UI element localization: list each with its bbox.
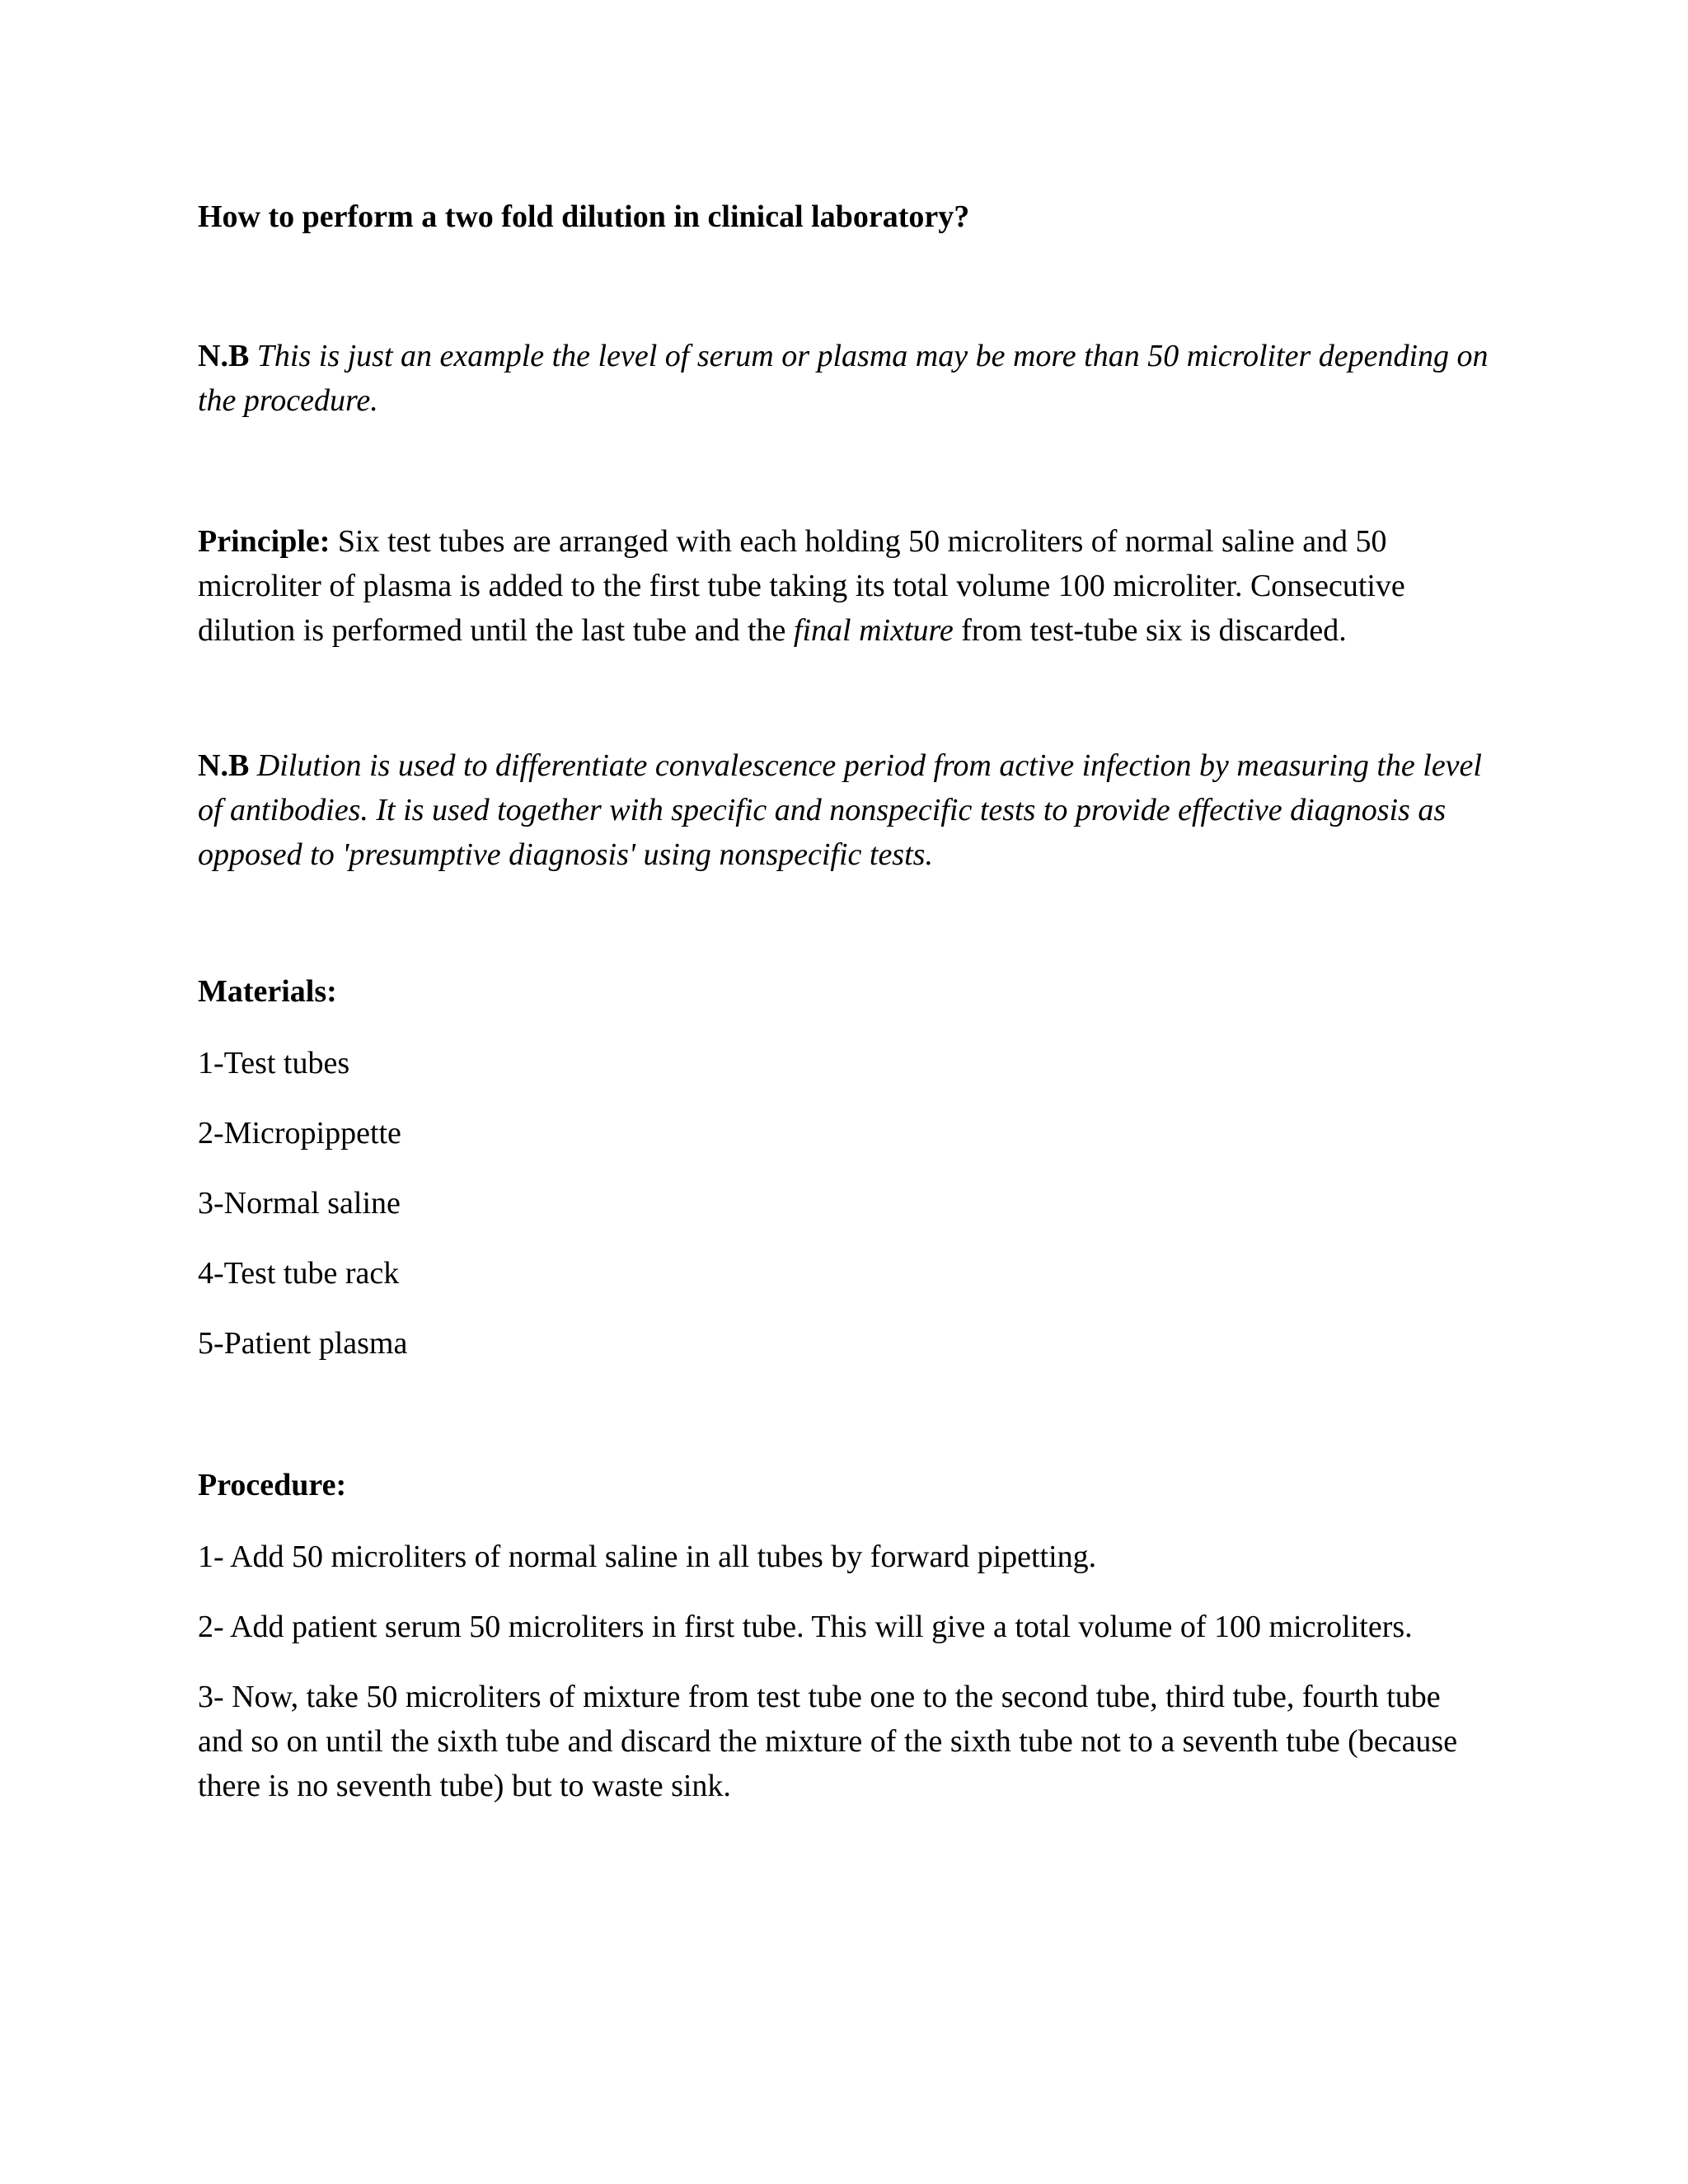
principle-paragraph	[198, 519, 1490, 653]
principle-label: Principle:	[198, 524, 331, 559]
note-label: N.B	[198, 748, 250, 783]
list-item: 3-Normal saline	[198, 1186, 401, 1221]
materials-heading: Materials:	[198, 974, 337, 1009]
principle-text: Six test tubes are arranged with each holding 50 microliters of normal saline and 50 microliter of plasma is added to the first tube taking its total volume 100 microliter. Consecutive dilution is performed until the last tube and the	[198, 524, 1405, 648]
procedure-step: 2- Add patient serum 50 microliters in first tube. This will give a total volume of 100 microliters.	[198, 1610, 1413, 1644]
materials-list	[198, 1041, 1490, 1391]
note-paragraph-1	[198, 334, 1490, 423]
procedure-heading: Procedure:	[198, 1468, 347, 1502]
procedure-list	[198, 1535, 1490, 1834]
list-item: 2-Micropippette	[198, 1116, 401, 1151]
note-text: This is just an example the level of serum or plasma may be more than 50 microliter depending on the procedure.	[198, 339, 1489, 418]
note-label: N.B	[198, 339, 250, 373]
procedure-step: 3- Now, take 50 microliters of mixture from test tube one to the second tube, third tube, fourth tube and so on until the sixth tube and discard the mixture of the sixth tube not to a seventh tube (because there is no seventh tube) but to waste sink.	[198, 1680, 1458, 1803]
note-paragraph-2	[198, 743, 1490, 877]
principle-emphasis: final mixture	[793, 613, 954, 648]
list-item: 4-Test tube rack	[198, 1256, 400, 1291]
list-item: 5-Patient plasma	[198, 1326, 408, 1361]
procedure-step: 1- Add 50 microliters of normal saline in all tubes by forward pipetting.	[198, 1540, 1097, 1574]
page-title: How to perform a two fold dilution in clinical laboratory?	[198, 199, 970, 234]
principle-text-end: from test-tube six is discarded.	[961, 613, 1347, 648]
note-text: Dilution is used to differentiate convalescence period from active infection by measuring the level of antibodies. It is used together with specific and nonspecific tests to provide effective diagnosis as opposed to 'presumptive diagnosis' using nonspecific tests.	[198, 748, 1482, 872]
list-item: 1-Test tubes	[198, 1046, 350, 1080]
